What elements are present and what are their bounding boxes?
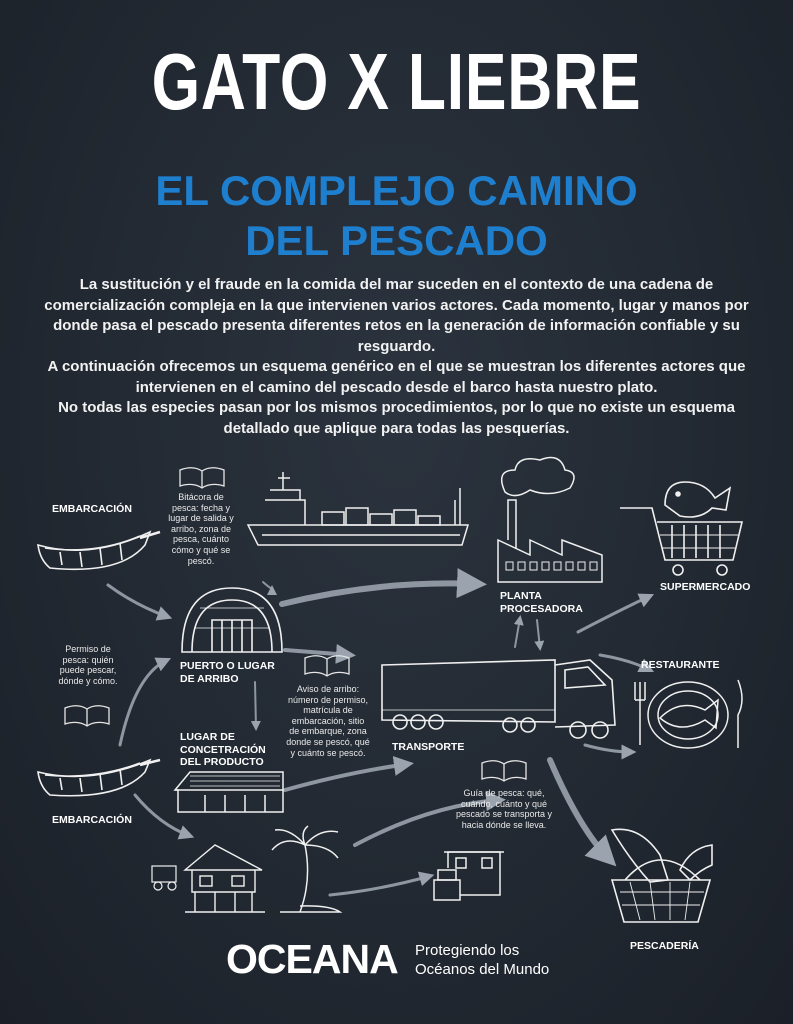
intro-paragraph-1: La sustitución y el fraude en la comida del mar suceden en el contexto de una cadena de comercialización compleja en la que intervienen varios actores. Cada momento, lugar y manos por donde pasa el pescado presenta diferentes retos en la generación de información confiable y su resguardo. [44,276,749,355]
fish-plate-icon [635,680,742,748]
book-icon [305,656,349,676]
arrow-icon [537,620,540,648]
arrow-icon [285,764,408,790]
fish-basket-icon [612,829,712,922]
label-supermercado: SUPERMERCADO [660,581,751,593]
subtitle-line2: DEL PESCADO [245,217,548,264]
arrow-icon [108,585,168,617]
main-title: GATO X LIEBRE [151,37,642,126]
small-house-icon [444,852,504,895]
label-restaurante: RESTAURANTE [641,659,720,671]
boxes-icon [434,870,460,900]
arrow-icon [330,876,430,895]
arrow-icon [255,682,256,728]
subtitle-line1: EL COMPLEJO CAMINO [155,167,638,214]
arrow-icon [515,618,520,647]
arrow-icon [263,582,272,588]
label-pescaderia: PESCADERÍA [630,940,699,952]
arrow-icon [135,795,190,836]
tagline-line2: Océanos del Mundo [415,961,550,978]
factory-icon [498,458,602,582]
shopping-cart-icon [620,482,742,575]
warehouse-icon [175,772,283,812]
label-puerto: PUERTO O LUGAR DE ARRIBO [180,660,275,685]
tagline-line1: Protegiendo los [415,942,520,959]
note-permiso: Permiso de pesca: quién puede pescar, dónde y cómo. [58,644,118,686]
tractor-icon [152,866,176,890]
tagline [415,941,549,979]
note-aviso: Aviso de arribo: número de permiso, matrícula de embarcación, sitio de embarque, zona donde se pescó, qué y cuánto se pescó. [286,684,370,758]
cargo-ship-icon [248,472,468,545]
book-icon [65,706,109,726]
intro-paragraph-3: No todas las especies pasan por los mismos procedimientos, por lo que no existe un esquema detallado que aplique para todas las pesquerías. [58,399,735,437]
boat-icon [38,532,160,569]
book-icon [482,761,526,781]
oceana-logo: OCEANA [226,936,398,982]
label-embarcacion-bottom: EMBARCACIÓN [52,814,132,826]
note-bitacora: Bitácora de pesca: fecha y lugar de salida y arribo, zona de pesca, cuánto cómo y qué se pescó. [168,492,234,566]
arrow-icon [285,650,350,655]
arrow-icon [120,660,167,745]
arrow-icon [550,760,610,860]
label-lugar-concentracion: LUGAR DE CONCETRACIÓN DEL PRODUCTO [180,731,266,768]
hangar-icon [182,588,282,652]
palm-tree-icon [272,826,340,912]
book-icon [180,468,224,488]
arrow-icon [282,583,478,604]
label-planta: PLANTA PROCESADORA [500,590,583,615]
label-transporte: TRANSPORTE [392,741,465,753]
truck-icon [382,660,615,738]
label-embarcacion-top: EMBARCACIÓN [52,503,132,515]
intro-paragraph-2: A continuación ofrecemos un esquema genérico en el que se muestran los diferentes actores que intervienen en el camino del pescado desde el barco hasta nuestro plato. [47,358,746,396]
note-guia: Guía de pesca: qué, cuándo, cuánto y qué pescado se transporta y hacia dónde se lleva. [455,788,553,830]
stilt-house-icon [185,845,265,912]
boat-icon [38,760,160,796]
arrow-icon [585,745,632,752]
